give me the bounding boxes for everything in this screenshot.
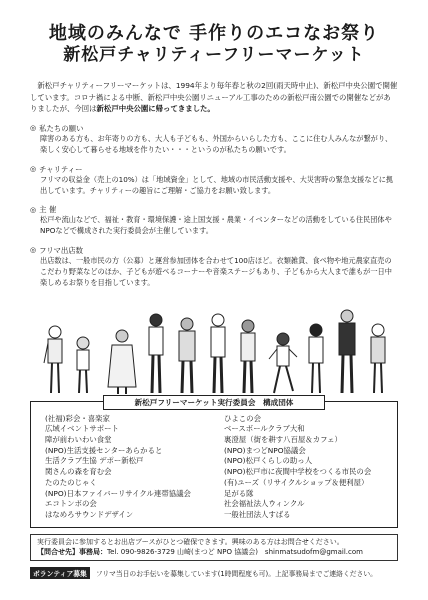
person-3-illustration <box>106 327 138 395</box>
committee-member: (NPO)松戸くらしの助っ人 <box>224 456 313 466</box>
contact-invitation: 実行委員会に参加するとお出店ブースがひとつ確保できます。興味のある方はお問合せください。 <box>37 537 344 546</box>
committee-member: 社会福祉法人ウィンクル <box>224 499 305 509</box>
committee-member: 裏澄屋（街を耕す八百屋＆カフェ） <box>224 434 342 444</box>
person-10-illustration <box>334 307 360 395</box>
section-heading: フリマ出店数 <box>39 246 84 255</box>
committee-member: 広域イベントサポート <box>45 424 119 434</box>
person-2-illustration <box>72 335 94 395</box>
committee-member: ひよこの会 <box>224 413 261 423</box>
committee-list-right <box>224 414 383 521</box>
committee-member: (NPO)日本ファイバーリサイクル連帯協議会 <box>45 488 191 498</box>
person-4-illustration <box>144 311 168 395</box>
volunteer-text: フリマ当日のお手伝いを募集しています(1時間程度も可)。上記事務局までご連絡ください。 <box>95 569 377 578</box>
committee-member: エコトンボの会 <box>45 499 97 509</box>
committee-member: (社福)彩会・喜楽家 <box>45 413 110 423</box>
committee-member: ベースボールクラブ大和 <box>224 424 305 434</box>
section-organizer <box>30 204 398 237</box>
committee-member: 足がる隊 <box>224 488 254 498</box>
section-marker-icon: ◎ <box>30 246 37 255</box>
section-booths <box>30 245 398 289</box>
person-11-illustration <box>366 321 390 395</box>
committee-member: 生活クラブ生協 デポー新松戸 <box>45 456 144 466</box>
section-charity <box>30 164 398 197</box>
person-7-illustration <box>236 317 260 395</box>
section-wish <box>30 123 398 156</box>
contact-label: 【問合せ先】事務局： <box>37 548 107 557</box>
committee-member: (NPO)生活支援センターあらかると <box>45 445 163 455</box>
intro-text: 新松戸チャリティーフリーマーケットは、1994年より毎年春と秋の2回(雨天時中止)、新松戸中央公園で開催しています。コロナ禍による中断、新松戸中央公園リニューアル工事のための新松戸南公園での開催などがありましたが、今回は <box>30 81 398 114</box>
committee-member: (NPO)まつどNPO協議会 <box>224 445 306 455</box>
committee-member: はなめろサウンドデザイン <box>45 510 134 520</box>
person-9-illustration <box>304 321 328 395</box>
committee-member: (有)ユーズ（リサイクルショップ＆便利屋） <box>224 477 369 487</box>
section-body: 松戸や流山などで、福祉・教育・環境保護・途上国支援・農業・イベンターなどの活動をしている住民団体やNPOなどで構成された実行委員会が主催しています。 <box>40 215 392 236</box>
volunteer-notice <box>30 567 398 579</box>
section-body: フリマの収益金（売上の10%）は「地域資金」として、地域の市民活動支援や、大災害時の緊急支援などに拠出しています。チャリティーの趣旨にご理解・ご協力をお願い致します。 <box>40 174 394 195</box>
intro-highlight: 新松戸中央公園に帰ってきました。 <box>96 104 215 114</box>
section-heading: 私たちの願い <box>39 123 84 133</box>
committee-box <box>30 397 398 528</box>
section-body: 出店数は、一般市民の方（公募）と運営参加団体を合わせて100店ほど。衣類雑貨、食べ物や地元農家直売のこだわり野菜などのほか、子どもが遊べるコーナーや音楽ステージもあり、子どもから大人まで誰もが一日中楽しめるお祭りを目指しています。 <box>40 256 392 287</box>
committee-member: (NPO)松戸市に夜間中学校をつくる市民の会 <box>224 467 372 477</box>
intro-paragraph <box>30 80 398 114</box>
section-heading: チャリティー <box>39 164 83 174</box>
section-body: 障害のある方も、お年寄りの方も、大人も子どもも、外国からいらした方も、ここに住む人みんなが繋がり、楽しく安心して暮らせる地域を作りたい・・・というのが私たちの願いです。 <box>40 134 393 154</box>
people-illustration <box>20 297 408 395</box>
section-marker-icon: ◎ <box>30 164 37 173</box>
section-marker-icon: ◎ <box>30 124 37 133</box>
committee-member: 関さんの森を育む会 <box>45 467 112 477</box>
person-1-illustration <box>42 323 68 395</box>
committee-member: 障が前わいわい食堂 <box>45 434 112 444</box>
committee-list-left <box>45 414 204 521</box>
committee-title: 新松戸フリーマーケット実行委員会 構成団体 <box>103 395 325 410</box>
committee-member: 一般社団法人すばる <box>224 510 291 520</box>
volunteer-tag: ボランティア募集 <box>30 567 90 579</box>
section-marker-icon: ◎ <box>30 205 37 214</box>
flyer-title-line-2: 新松戸チャリティーフリーマーケット <box>63 44 365 65</box>
contact-details: Tel. 090-9826-3729 山崎(まつど NPO 協議会) shinmatsudofm@gmail.com <box>107 548 363 557</box>
person-8-illustration <box>268 331 298 395</box>
section-heading: 主 催 <box>39 205 57 215</box>
person-6-illustration <box>206 311 230 395</box>
person-5-illustration <box>174 315 200 395</box>
committee-member: たのたのじゃく <box>45 477 97 487</box>
flyer-title-line-1: 地域のみんなで 手作りのエコなお祭り <box>48 23 380 44</box>
contact-box <box>30 534 398 561</box>
